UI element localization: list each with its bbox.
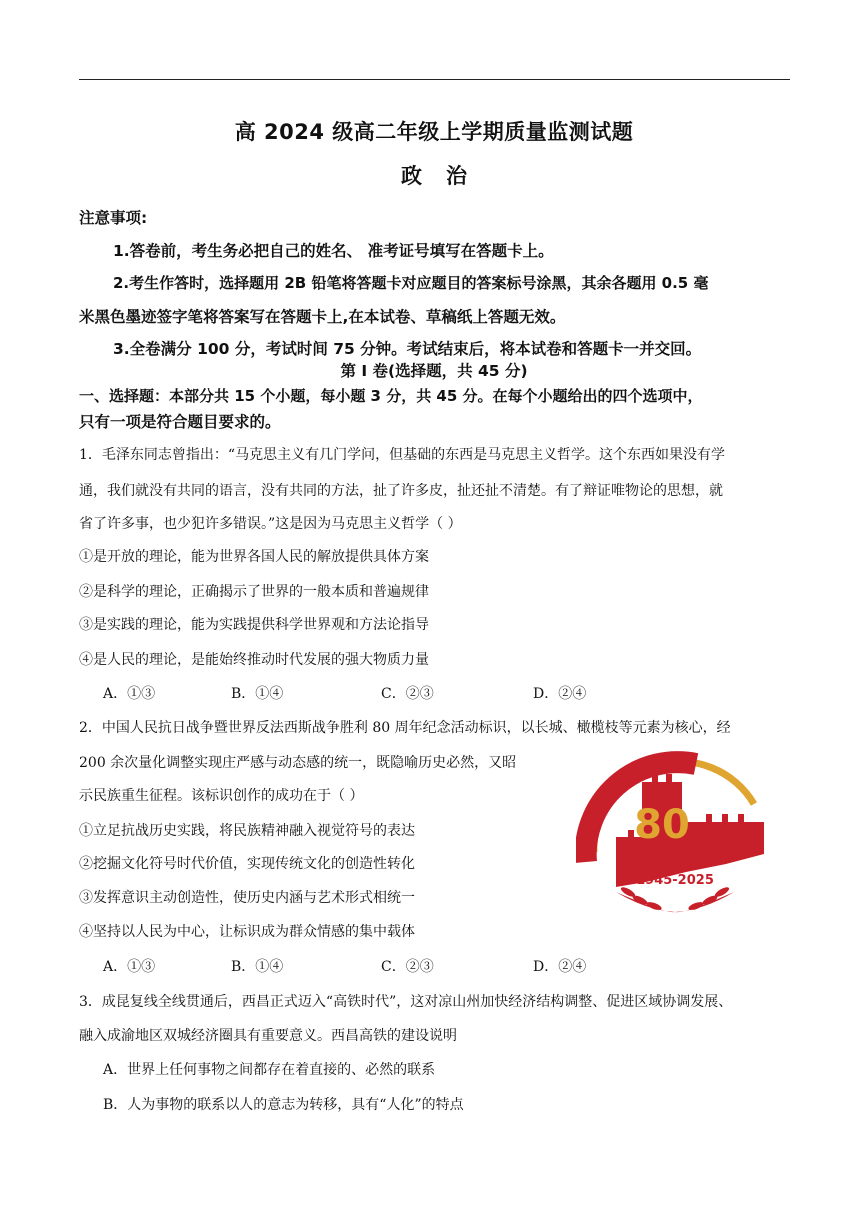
- q1-option-b[interactable]: B．①④: [231, 686, 284, 702]
- q2-stem-line-3: 示民族重生征程。该标识创作的成功在于（ ）: [79, 788, 364, 804]
- logo-number: 80: [634, 802, 690, 848]
- q2-statement-2: ②挖掘文化符号时代价值，实现传统文化的创造性转化: [79, 856, 415, 872]
- notice-item-1: 1.答卷前，考生务必把自己的姓名、 准考证号填写在答题卡上。: [113, 242, 554, 260]
- q1-statement-4: ④是人民的理论，是能始终推动时代发展的强大物质力量: [79, 652, 429, 668]
- q1-stem-line-1: 1．毛泽东同志曾指出：“马克思主义有几门学问，但基础的东西是马克思主义哲学。这个东西如果没有学: [79, 447, 726, 463]
- q1-option-d[interactable]: D．②④: [533, 686, 587, 702]
- logo-olive-branches: [616, 885, 734, 912]
- logo-years: 1945-2025: [636, 873, 714, 888]
- q1-statement-1: ①是开放的理论，能为世界各国人民的解放提供具体方案: [79, 549, 429, 565]
- q2-option-a[interactable]: A．①③: [103, 959, 156, 975]
- notice-item-2: 2.考生作答时，选择题用 2B 铅笔将答题卡对应题目的答案标号涂黑，其余各题用 0.5 毫: [113, 274, 709, 292]
- q1-stem-line-3: 省了许多事，也少犯许多错误。”这是因为马克思主义哲学（ ）: [79, 516, 462, 532]
- q3-stem-line-2: 融入成渝地区双城经济圈具有重要意义。西昌高铁的建设说明: [79, 1028, 457, 1044]
- q1-stem-line-2: 通，我们就没有共同的语言，没有共同的方法，扯了许多皮，扯还扯不清楚。有了辩证唯物论的思想，就: [79, 483, 723, 499]
- part-title: 第 I 卷(选择题，共 45 分): [340, 362, 528, 380]
- q2-option-d[interactable]: D．②④: [533, 959, 587, 975]
- header-rule: [79, 79, 790, 80]
- notice-heading: 注意事项:: [79, 209, 148, 227]
- q2-statement-1: ①立足抗战历史实践，将民族精神融入视觉符号的表达: [79, 823, 415, 839]
- q1-option-c[interactable]: C．②③: [381, 686, 434, 702]
- exam-title: 高 2024 级高二年级上学期质量监测试题: [234, 120, 634, 144]
- q2-stem-line-2: 200 余次量化调整实现庄严感与动态感的统一，既隐喻历史必然，又昭: [79, 755, 517, 771]
- q1-statement-3: ③是实践的理论，能为实践提供科学世界观和方法论指导: [79, 617, 429, 633]
- q2-statement-3: ③发挥意识主动创造性，使历史内涵与艺术形式相统一: [79, 890, 415, 906]
- q2-stem-line-1: 2．中国人民抗日战争暨世界反法西斯战争胜利 80 周年纪念活动标识，以长城、橄榄枝等元素为核心，经: [79, 720, 731, 736]
- subject-title: 政治: [401, 164, 491, 188]
- section-instruction-1: 一、选择题：本部分共 15 个小题，每小题 3 分，共 45 分。在每个小题给出的四个选项中，: [79, 387, 703, 405]
- q3-stem-line-1: 3．成昆复线全线贯通后，西昌正式迈入“高铁时代”，这对凉山州加快经济结构调整、促进区域协调发展、: [79, 994, 733, 1010]
- q3-option-a[interactable]: A．世界上任何事物之间都存在着直接的、必然的联系: [103, 1062, 436, 1078]
- q1-option-a[interactable]: A．①③: [103, 686, 156, 702]
- section-instruction-2: 只有一项是符合题目要求的。: [79, 413, 281, 431]
- anniversary-80-logo: [576, 742, 774, 920]
- q2-option-c[interactable]: C．②③: [381, 959, 434, 975]
- notice-item-3: 3.全卷满分 100 分，考试时间 75 分钟。考试结束后，将本试卷和答题卡一并交回。: [113, 340, 702, 358]
- q3-option-b[interactable]: B．人为事物的联系以人的意志为转移，具有“人化”的特点: [103, 1097, 464, 1113]
- q2-statement-4: ④坚持以人民为中心，让标识成为群众情感的集中载体: [79, 924, 415, 940]
- q1-statement-2: ②是科学的理论，正确揭示了世界的一般本质和普遍规律: [79, 584, 429, 600]
- q2-option-b[interactable]: B．①④: [231, 959, 284, 975]
- notice-item-2-cont: 米黑色墨迹签字笔将答案写在答题卡上,在本试卷、草稿纸上答题无效。: [79, 308, 566, 326]
